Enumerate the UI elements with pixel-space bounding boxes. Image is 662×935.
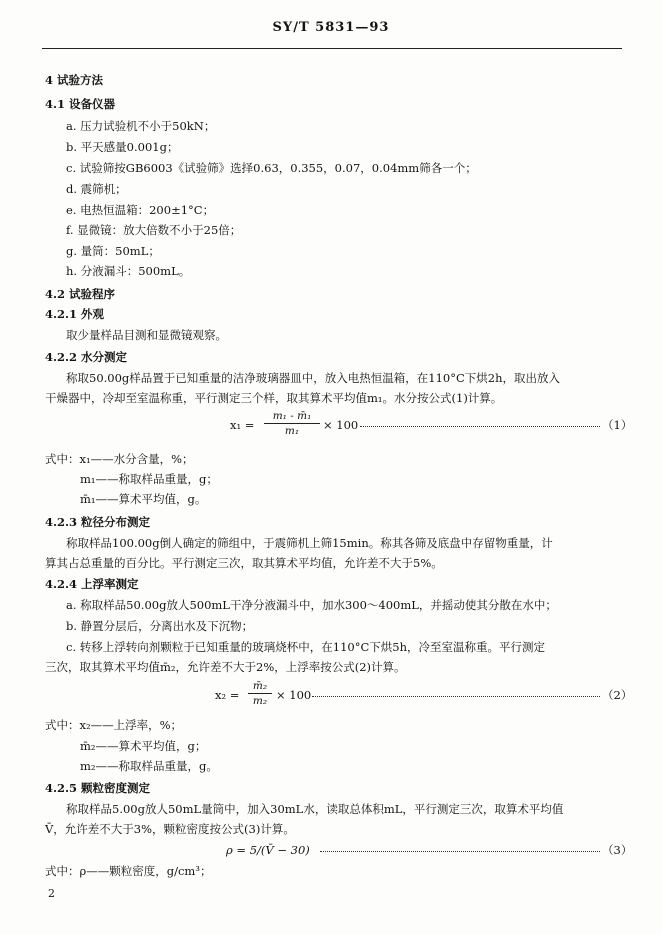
paragraph-line: V̄，允许差不大于3%，颗粒密度按公式(3)计算。 xyxy=(45,822,295,836)
paragraph-line: 称取样品100.00g倒人确定的筛组中，于震筛机上筛15min。称其各筛及底盘中存留物重量，计 xyxy=(66,536,553,550)
header-standard-number: SY/T 5831—93 xyxy=(272,20,390,35)
section-4-2-2-heading: 4.2.2 水分测定 xyxy=(45,350,128,364)
paragraph-line: 干燥器中，冷却至室温称重，平行测定三个样，取其算术平均值m₁。水分按公式(1)计算。 xyxy=(45,391,503,405)
eq2-rhs: × 100 xyxy=(276,688,312,702)
where-line: 式中：x₂——上浮率，%； xyxy=(45,718,183,732)
list-item-b: b. 平天感量0.001g； xyxy=(66,140,179,154)
list-item-d: d. 震筛机； xyxy=(66,182,127,196)
eq2-leader-dots xyxy=(312,696,600,697)
section-4-2-heading: 4.2 试验程序 xyxy=(45,287,116,301)
section-4-heading: 4 试验方法 xyxy=(45,73,104,87)
eq2-number: （2） xyxy=(602,688,633,702)
paragraph-line: 三次，取其算术平均值m̄₂，允许差不大于2%，上浮率按公式(2)计算。 xyxy=(45,660,406,674)
list-item-a: a. 称取样品50.00g放人500mL干净分液漏斗中，加水300～400mL，并摇动使其分散在水中； xyxy=(66,598,557,612)
eq1-denominator: m₁ xyxy=(284,425,300,437)
paragraph-line: 取少量样品目测和显微镜观察。 xyxy=(66,328,227,342)
eq2-lhs: x₂ = xyxy=(215,688,240,702)
eq2-denominator: m₂ xyxy=(252,695,268,707)
where-line: 式中：ρ——颗粒密度，g/cm³； xyxy=(45,864,212,878)
list-item-f: f. 显微镜：放大倍数不小于25倍； xyxy=(66,223,242,237)
section-4-2-3-heading: 4.2.3 粒径分布测定 xyxy=(45,515,151,529)
eq3-leader-dots xyxy=(320,851,600,852)
header-rule xyxy=(42,48,622,49)
eq2-fraction xyxy=(248,680,272,707)
paragraph-line: 称取样品5.00g放人50mL量筒中，加入30mL水，读取总体积mL，平行测定三次，取算术平均值 xyxy=(66,802,564,816)
section-4-2-4-heading: 4.2.4 上浮率测定 xyxy=(45,577,139,591)
section-4-2-5-heading: 4.2.5 颗粒密度测定 xyxy=(45,781,151,795)
where-line: m̄₂——算术平均值，g； xyxy=(80,739,207,753)
list-item-c: c. 试验筛按GB6003《试验筛》选择0.63，0.355，0.07，0.04mm筛各一个； xyxy=(66,161,477,175)
where-line: m̄₁——算术平均值，g。 xyxy=(80,492,207,506)
list-item-a: a. 压力试验机不小于50kN； xyxy=(66,119,216,133)
eq1-numerator: m₁ - m̄₁ xyxy=(272,410,312,422)
eq1-fraction xyxy=(264,410,320,437)
paragraph-line: 算其占总重量的百分比。平行测定三次，取其算术平均值，允许差不大于5%。 xyxy=(45,556,443,570)
where-line: m₂——称取样品重量，g。 xyxy=(80,759,218,773)
list-item-e: e. 电热恒温箱：200±1°C； xyxy=(66,203,215,217)
eq1-leader-dots xyxy=(360,426,600,427)
section-4-2-1-heading: 4.2.1 外观 xyxy=(45,307,105,321)
list-item-g: g. 量筒：50mL； xyxy=(66,244,160,258)
where-line: m₁——称取样品重量，g； xyxy=(80,472,218,486)
paragraph-line: 称取50.00g样品置于已知重量的洁净玻璃器皿中，放入电热恒温箱，在110°C下烘2h，取出放入 xyxy=(66,371,561,385)
where-line: 式中：x₁——水分含量，%； xyxy=(45,452,194,466)
section-4-1-heading: 4.1 设备仪器 xyxy=(45,97,116,111)
list-item-c: c. 转移上浮转向剂颗粒于已知重量的玻璃烧杯中，在110°C下烘5h，冷至室温称重。平行测定 xyxy=(66,640,545,654)
eq3-number: （3） xyxy=(602,843,633,857)
eq2-numerator: m̄₂ xyxy=(252,680,268,692)
eq1-lhs: x₁ = xyxy=(230,418,255,432)
page-number: 2 xyxy=(48,887,55,900)
eq3-body: ρ = 5/(V̄ − 30) xyxy=(226,843,310,857)
list-item-h: h. 分液漏斗：500mL。 xyxy=(66,264,191,278)
list-item-b: b. 静置分层后，分离出水及下沉物； xyxy=(66,619,254,633)
eq1-number: （1） xyxy=(602,418,633,432)
eq1-rhs: × 100 xyxy=(323,418,359,432)
